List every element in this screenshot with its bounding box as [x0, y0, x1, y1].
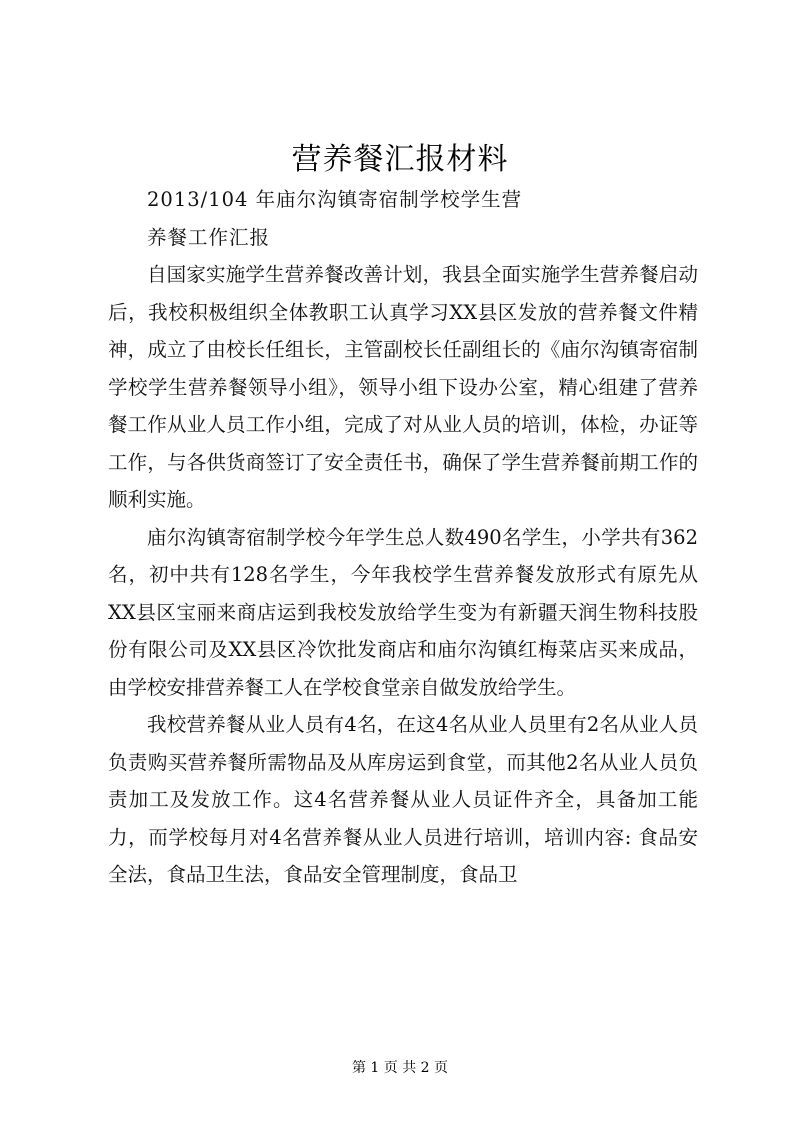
- document-subtitle-line-2: 养餐工作汇报: [147, 225, 271, 249]
- paragraph-program-start: 自国家实施学生营养餐改善计划，我县全面实施学生营养餐启动后，我校积极组织全体教职工认真学习XX县区发放的营养餐文件精神，成立了由校长任组长，主管副校长任副组长的《庙尔沟镇寄宿制学校学生营养餐领导小组》，领导小组下设办公室，精心组建了营养餐工作从业人员工作小组，完成了对从业人员的培训，体检，办证等工作，与各供货商签订了安全责任书，确保了学生营养餐前期工作的顺利实施。: [108, 263, 698, 511]
- document-title: 营养餐汇报材料: [291, 142, 509, 177]
- page-number-footer: 第 1 页 共 2 页: [351, 1060, 449, 1076]
- paragraph-student-enrollment: 庙尔沟镇寄宿制学校今年学生总人数490名学生，小学共有362名，初中共有128名学生，今年我校学生营养餐发放形式有原先从XX县区宝丽来商店运到我校发放给学生变为有新疆天润生物科技股份有限公司及XX县区冷饮批发商店和庙尔沟镇红梅菜店买来成品，由学校安排营养餐工人在学校食堂亲自做发放给学生。: [108, 525, 698, 699]
- document-subtitle-line-1: 2013/104 年庙尔沟镇寄宿制学校学生营: [147, 188, 523, 211]
- document-body: [108, 181, 698, 894]
- paragraph-staff-training: 我校营养餐从业人员有4名，在这4名从业人员里有2名从业人员负责购买营养餐所需物品及从库房运到食堂，而其他2名从业人员负责加工及发放工作。这4名营养餐从业人员证件齐全，具备加工能力，而学校每月对4名营养餐从业人员进行培训，培训内容: 食品安全法，食品卫生法，食品安全管理制度，食品卫: [108, 713, 698, 886]
